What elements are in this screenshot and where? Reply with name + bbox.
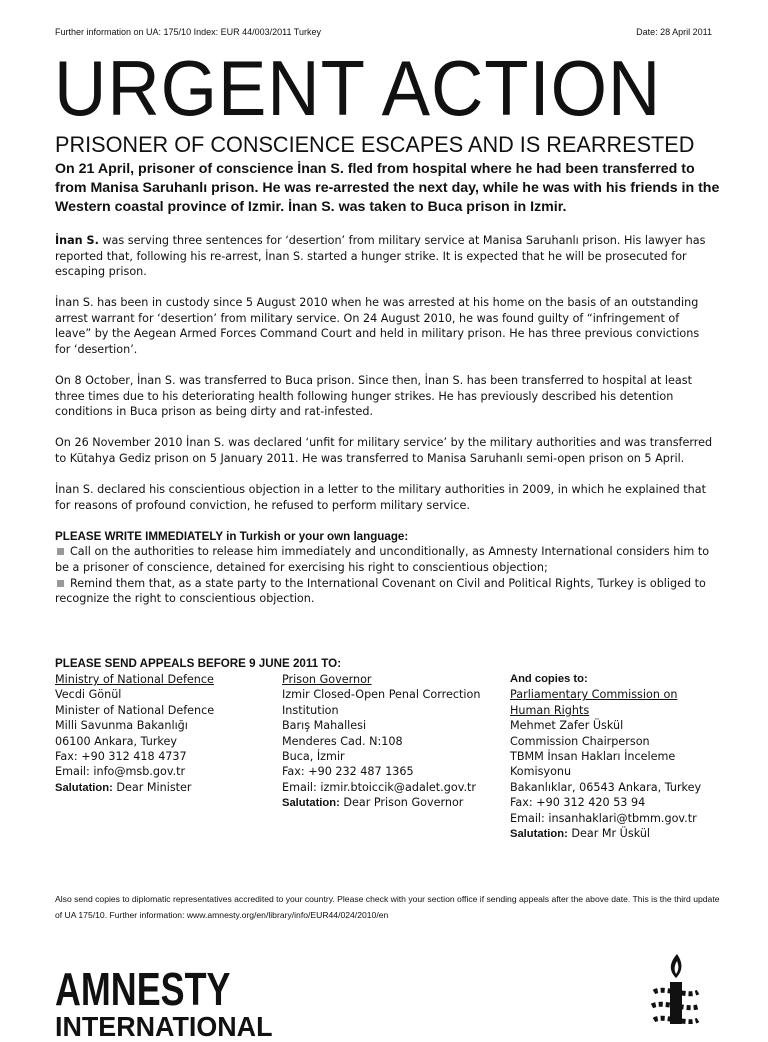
recipient-title: Prison Governor: [282, 673, 372, 686]
salutation-text: Dear Mr Üskül: [567, 827, 651, 841]
salutation-text: Dear Prison Governor: [339, 796, 464, 810]
copies-heading: And copies to:: [510, 673, 588, 685]
subheadline: PRISONER OF CONSCIENCE ESCAPES AND IS REARRESTED: [55, 132, 695, 157]
salutation: [282, 795, 480, 811]
email-line: Email: info@msb.gov.tr: [55, 765, 186, 779]
address-line: Vecdi Gönül: [55, 688, 122, 702]
amnesty-logo-wordmark: AMNESTY: [55, 963, 231, 1015]
recipient-column-prison: [282, 672, 480, 812]
address-line: Barış Mahallesi: [282, 719, 367, 733]
square-bullet-icon: [57, 580, 64, 587]
body-paragraph-4: On 26 November 2010 İnan S. was declared ‘unfit for military service’ by the military authorities and was transferred to Kütahya Gediz prison on 5 January 2011. He was transferred to Manisa Saruhanlı semi-open prison on 5 April.: [55, 436, 713, 466]
address-line: Milli Savunma Bakanlığı: [55, 719, 188, 733]
address-line: Minister of National Defence: [55, 703, 215, 717]
email-line: Email: insanhaklari@tbmm.gov.tr: [510, 811, 697, 825]
recipient-title: Human Rights: [510, 703, 590, 717]
body-paragraph-3: On 8 October, İnan S. was transferred to Buca prison. Since then, İnan S. has been transferred to hospital at least three times due to his deteriorating health following hunger strikes. He has previously described his detention conditions in Buca prison as being dirty and rat-infested.: [55, 374, 692, 419]
body-paragraph-1: [55, 233, 715, 280]
action-bullet: [55, 544, 715, 575]
fax-line: Fax: +90 232 487 1365: [282, 765, 414, 779]
address-line: Komisyonu: [510, 765, 572, 779]
footer-note: Also send copies to diplomatic representatives accredited to your country. Please check with your section office if sending appeals after the above date. This is the third update of UA 175/10. Further information: www.amnesty.org/en/library/info/EUR44/024/2010/en: [55, 894, 720, 920]
urgent-action-headline: URGENT ACTION: [54, 44, 662, 132]
salutation-label: Salutation:: [55, 781, 113, 794]
recipient-column-copies: [510, 672, 701, 842]
amnesty-candle-icon: [648, 952, 704, 1024]
amnesty-logo-subword: INTERNATIONAL: [55, 1011, 273, 1042]
body-paragraph-5: İnan S. declared his conscientious objection in a letter to the military authorities in 2009, in which he explained that for reasons of profound conviction, he refused to perform military service.: [55, 483, 706, 512]
address-line: Izmir Closed-Open Penal Correction: [282, 688, 481, 702]
recipient-column-ministry: [55, 672, 214, 796]
bullet-text: Call on the authorities to release him immediately and unconditionally, as Amnesty International considers him to be a prisoner of conscience, detained for exercising his right to conscientious objection;: [55, 545, 710, 574]
prisoner-name: İnan S.: [55, 234, 99, 247]
address-line: Commission Chairperson: [510, 734, 650, 748]
salutation: [55, 780, 214, 796]
fax-line: Fax: +90 312 418 4737: [55, 750, 187, 764]
write-heading: PLEASE WRITE IMMEDIATELY in Turkish or your own language:: [55, 529, 409, 543]
recipient-title: Ministry of National Defence: [55, 673, 214, 686]
fax-line: Fax: +90 312 420 53 94: [510, 796, 646, 810]
salutation-label: Salutation:: [282, 797, 340, 810]
salutation: [510, 826, 701, 842]
email-line: Email: izmir.btoiccik@adalet.gov.tr: [282, 780, 476, 794]
action-bullet: [55, 576, 715, 607]
address-line: Institution: [282, 703, 339, 717]
body-text: [55, 233, 715, 607]
salutation-text: Dear Minister: [112, 780, 192, 794]
address-line: Mehmet Zafer Üskül: [510, 719, 624, 733]
document-date: Date: 28 April 2011: [636, 27, 712, 37]
paragraph-text: was serving three sentences for ‘desertion’ from military service at Manisa Saruhanlı prison. His lawyer has reported that, following his re-arrest, İnan S. started a hunger strike. It is expected that he will be prosecuted for escaping prison.: [55, 234, 706, 279]
recipient-title: Parliamentary Commission on: [510, 688, 678, 702]
address-line: Buca, İzmir: [282, 750, 345, 764]
address-line: Menderes Cad. N:108: [282, 734, 403, 748]
body-paragraph-2: İnan S. has been in custody since 5 August 2010 when he was arrested at his home on the basis of an outstanding arrest warrant for ‘desertion’ from military service. On 24 August 2010, he was found guilty of “infringement of leave” by the Aegean Armed Forces Command Court and held in military prison. He has three previous convictions for ‘desertion’.: [55, 296, 700, 357]
reference-line: Further information on UA: 175/10 Index: EUR 44/003/2011 Turkey: [55, 27, 321, 37]
appeals-heading: PLEASE SEND APPEALS BEFORE 9 JUNE 2011 TO:: [55, 657, 342, 670]
address-line: 06100 Ankara, Turkey: [55, 734, 178, 748]
square-bullet-icon: [57, 548, 64, 555]
address-line: TBMM İnsan Hakları İnceleme: [510, 750, 676, 764]
address-line: Bakanlıklar, 06543 Ankara, Turkey: [510, 780, 702, 794]
salutation-label: Salutation:: [510, 828, 568, 841]
lead-paragraph: On 21 April, prisoner of conscience İnan S. fled from hospital where he had been transferred to from Manisa Saruhanlı prison. He was re-arrested the next day, while he was with his friends in the Western coastal province of Izmir. İnan S. was taken to Buca prison in Izmir.: [55, 161, 720, 215]
bullet-text: Remind them that, as a state party to the International Covenant on Civil and Political Rights, Turkey is obliged to recognize the right to conscientious objection.: [55, 576, 706, 606]
